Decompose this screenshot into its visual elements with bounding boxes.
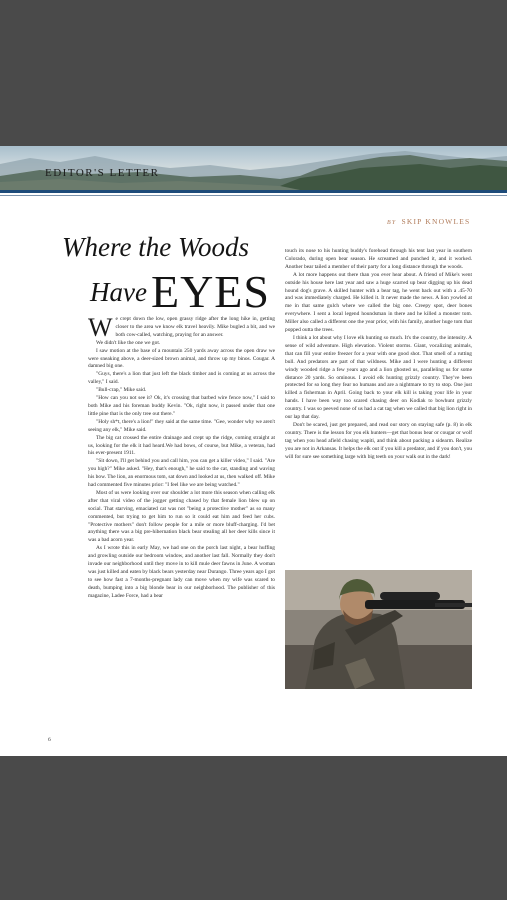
paragraph: "Bull-crap," Mike said. (96, 387, 147, 394)
magazine-page (0, 146, 507, 756)
header-banner-mountains (0, 146, 507, 190)
article-column-left (88, 316, 275, 730)
header-rule-thin (0, 195, 507, 196)
page-number: 6 (48, 737, 51, 743)
paragraph: The big cat crossed the entire drainage and crept up the ridge, coming straight at us, looking for the elk it had heard.We had bows, of course, but Mike, a veteran, had his ever-present 1911. (88, 434, 275, 457)
paragraph: I think a lot about why I love elk hunting so much. It's the country, the intensity. A sense of wild adventure. High elevation. Violent storms. Giant, vocalizing animals, that can fill your entire freezer for a year with one good shot. That smell of a rutting bull. And predators are part of that wildness. Mike and I were hunting a different windy wooded ridge a few years ago and a lion ghosted us, paralleling us for some distance 20 yards. So ominous. I avoid elk hunting grizzly country. They've been protected for so long they fear no humans and are a nightmare to try to stop. One just killed a fisherman in April. Going back to your elk kill is taking your life in your hands. I have been way too scared chasing deer on Kodiak to bowhunt grizzly country. I was so peeved none of us had a cat tag when we called that big lion right in our lap that day. (285, 334, 472, 421)
header-rule (0, 190, 507, 193)
article-title-eyes: EYES (150, 266, 270, 317)
paragraph: I saw motion at the base of a mountain 250 yards away across the open draw we were sneaking above, a deer-sized brown animal, and throw up my binos. Cougar. A damned big one. (88, 347, 275, 370)
paragraph: As I wrote this in early May, we had one on the porch last night, a bear huffing and growling outside our bedroom window, and another last fall. Normally they don't invade our neighborhood until they move in to kill mule deer fawns in June. A woman was just killed and eaten by black bears yesterday near Durango. Three years ago I got to see how fast a 7-months-pregnant lady can move when my wife was scared to death, bumping into a big blonde bear in our neighborhood. The publisher of this magazine, Ladee Force, had a bear (88, 545, 275, 599)
paragraph: "Sit down, I'll get behind you and call him, you can get a killer video," I said. "Are you high?" Mike asked. "Hey, that's enough," he said to the cat, standing and waving his bow. The lion, an enormous tom, sat down and looked at us, then walked off. Mike had commented five minutes prior: "I feel like we are being watched." (88, 458, 275, 489)
article-title-have: Have (90, 277, 147, 307)
paragraph: A lot more happens out there than you ever hear about. A friend of Mike's went outside his house here last year and saw a huge scarred up bear digging up his dead hound dog's grave. A skilled hunter with a bear tag, he went back out with a .45-70 and was immediately charged. He killed it. It never made the news. A lion yowled at me in that same gulch where we called the big one. Creepy spot, deer bones everywhere. I sent a local legend houndsman in there and he killed a monster tom. Miller also called a different one the year prior, with his family, another huge tom that popped outta the trees. (285, 271, 472, 334)
article-title-line2 (90, 259, 270, 317)
paragraph: Most of us were looking over our shoulder a lot more this season when calling elk after that viral video of the jogger getting chased by that female lion blew up on social. That starving, emaciated cat was not "being a protective mother" as so many commented, but trying to get him to run so it could eat him and feed her cubs. "Protective mothers" don't follow people for a mile or more bluff-charging. I'd bet anything there was a big pre-hibernation black bear stealing all her deer kills since it was a bad acorn year. (88, 489, 275, 544)
drop-cap: W (88, 316, 113, 342)
byline (387, 217, 470, 226)
byline-prefix: BY (387, 220, 397, 226)
paragraph: "Holy sh*t, there's a lion!" they said at the same time. "Gee, wonder why we aren't seeing any elk," Mike said. (88, 418, 275, 433)
paragraph: "How can you not see it? Ok, it's crossing that barbed wire fence now," I said to both Mike and his foreman buddy Kevin. "Ok, right now, it passed under that one little pine that is the only tree out there." (88, 395, 275, 417)
paragraph: "Guys, there's a lion that just left the black timber and is coming at us across the valley," I said. (88, 371, 275, 386)
paragraph: Don't be scared, just get prepared, and read our story on staying safe (p. 8) in elk country. There is the lesson for you elk hunters—get that bonus bear or cougar or wolf tag when you head afield chasing wapiti, and think about packing a sidearm. Realize you are not in Arkansas. It helps the elk out if you kill a predator, and if you don't, you will for sure see something large with big teeth on your walk out in the dark! (285, 421, 472, 460)
paragraph: We didn't like the one we got. (96, 339, 161, 346)
paragraph: We crept down the low, open grassy ridge after the long hike in, getting closer to the area we know elk travel heavily. Mike bugled a bit, and we both cow-called, watching, praying for an answer. (88, 316, 275, 342)
hunter-rifle-photo (285, 570, 472, 689)
article-column-right (285, 248, 472, 588)
byline-author: SKIP KNOWLES (401, 217, 471, 226)
article-title-line1: Where the Woods (62, 232, 249, 262)
hunter-with-rifle-image (285, 570, 472, 689)
paragraph: touch its nose to his hunting buddy's forehead through his tent last year in southern Colorado, during open bear season. He screamed and punched it, and it worked. Another bear tailed a member of their party for a long distance through the woods. (285, 248, 472, 270)
section-label: EDITOR'S LETTER (45, 167, 160, 179)
